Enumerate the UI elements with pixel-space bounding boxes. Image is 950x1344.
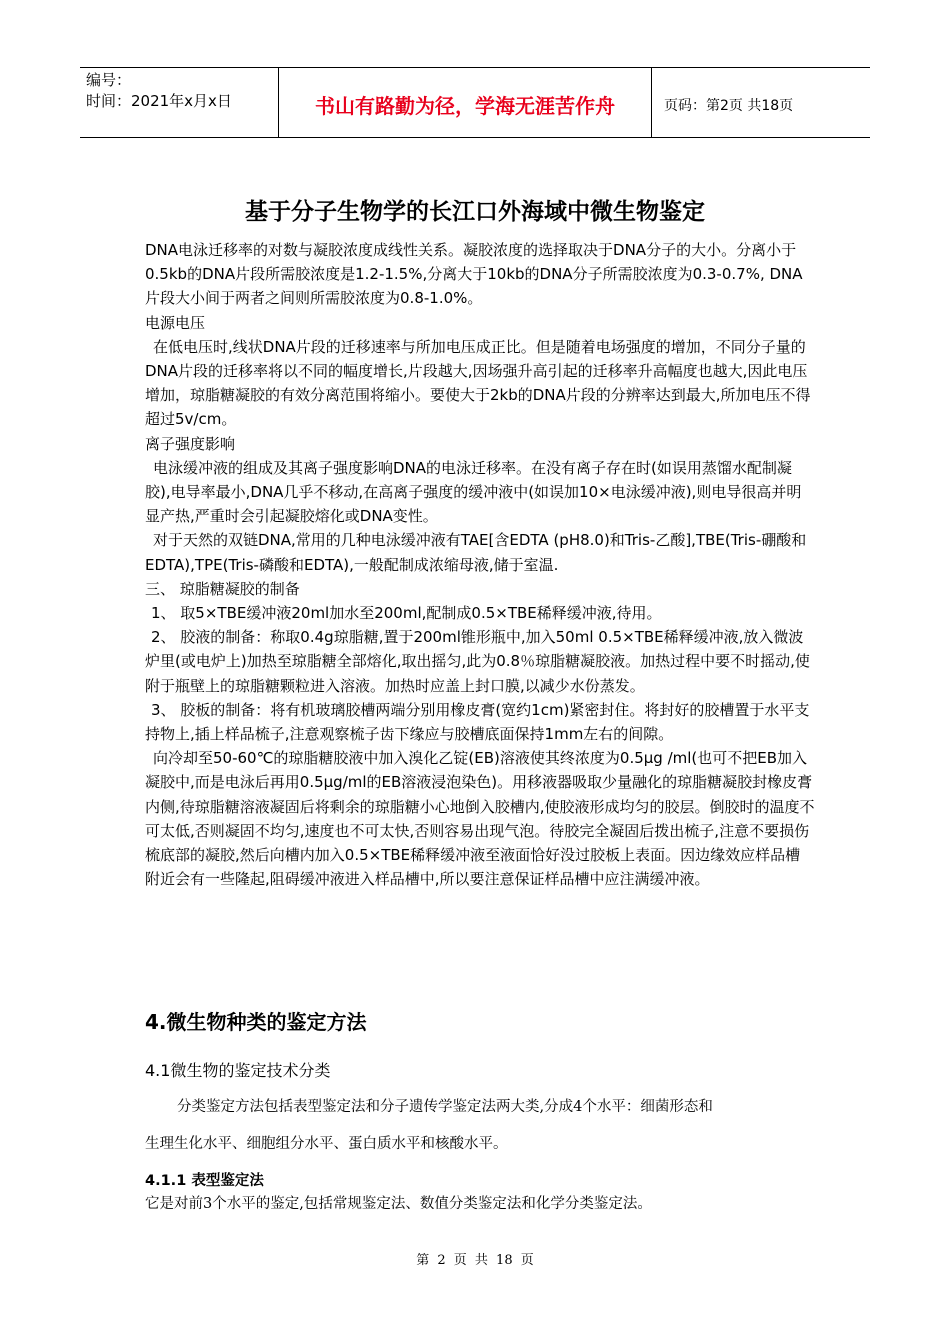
heading-voltage: 电源电压 [145, 313, 206, 332]
heading-ionic-strength: 离子强度影响 [145, 434, 236, 453]
page-footer: 第 2 页 共 18 页 [416, 1253, 534, 1268]
paragraph-pouring: 向冷却至50-60℃的琼脂糖胶液中加入溴化乙锭(EB)溶液使其终浓度为0.5μg /ml(也可不把EB加入凝胶中,而是电泳后再用0.5μg/ml的EB溶液浸泡染色)。用移液器吸取少量融化的琼脂糖凝胶封橡皮膏内侧,待琼脂糖溶液凝固后将剩余的琼脂糖小心地倒入胶槽内,使胶液形成均匀的胶层。倒胶时的温度不可太低,否则凝固不均匀,速度也不可太快,否则容易出现气泡。待胶完全凝固后拨出梳子,注意不要损伤梳底部的凝胶,然后向槽内加入0.5×TBE稀释缓冲液至液面恰好没过胶板上表面。因边缘效应样品槽附近会有一些隆起,阻碍缓冲液进入样品槽中,所以要注意保证样品槽中应注满缓冲液。 [145, 749, 815, 889]
section-4-1-1-heading: 4.1.1 表型鉴定法 [145, 1173, 264, 1189]
header-page-info: 页码：第2页 共18页 [664, 97, 794, 114]
section-4-1-heading: 4.1微生物的鉴定技术分类 [145, 1061, 331, 1080]
page-header [80, 67, 870, 138]
step-2: 2、 胶液的制备：称取0.4g琼脂糖,置于200ml锥形瓶中,加入50ml 0.5×TBE稀释缓冲液,放入微波炉里(或电炉上)加热至琼脂糖全部熔化,取出摇匀,此为0.8％琼脂糖凝胶液。加热过程中要不时摇动,使附于瓶壁上的琼脂糖颗粒进入溶液。加热时应盖上封口膜,以减少水份蒸发。 [145, 628, 810, 695]
paragraph-classification-2: 生理生化水平、细胞组分水平、蛋白质水平和核酸水平。 [145, 1136, 508, 1152]
paragraph-gel-concentration: DNA电泳迁移率的对数与凝胶浓度成线性关系。凝胶浓度的选择取决于DNA分子的大小。分离小于0.5kb的DNA片段所需胶浓度是1.2-1.5%,分离大于10kb的DNA分子所需胶浓度为0.3-0.7%, DNA片段大小间于两者之间则所需胶浓度为0.8-1.0%。 [145, 241, 803, 308]
paragraph-phenotypic: 它是对前3个水平的鉴定,包括常规鉴定法、数值分类鉴定法和化学分类鉴定法。 [145, 1196, 652, 1212]
section-4-heading: 4.微生物种类的鉴定方法 [145, 1010, 367, 1034]
paragraph-ionic-strength: 电泳缓冲液的组成及其离子强度影响DNA的电泳迁移率。在没有离子存在时(如误用蒸馏水配制凝胶),电导率最小,DNA几乎不移动,在高离子强度的缓冲液中(如误加10×电泳缓冲液),则电导很高并明显产热,严重时会引起凝胶熔化或DNA变性。 [145, 458, 802, 526]
document-date-label: 时间：2021年x月x日 [86, 92, 232, 110]
header-meta-cell [80, 68, 279, 137]
step-1: 1、 取5×TBE缓冲液20ml加水至200ml,配制成0.5×TBE稀释缓冲液,待用。 [151, 604, 662, 623]
paragraph-voltage: 在低电压时,线状DNA片段的迁移速率与所加电压成正比。但是随着电场强度的增加，不同分子量的DNA片段的迁移率将以不同的幅度增长,片段越大,因场强升高引起的迁移率升高幅度也越大,因此电压增加，琼脂糖凝胶的有效分离范围将缩小。要使大于2kb的DNA片段的分辨率达到最大,所加电压不得超过5v/cm。 [145, 337, 811, 429]
document-title: 基于分子生物学的长江口外海域中微生物鉴定 [245, 199, 705, 225]
document-body [145, 238, 815, 891]
paragraph-buffers: 对于天然的双链DNA,常用的几种电泳缓冲液有TAE[含EDTA (pH8.0)和Tris-乙酸],TBE(Tris-硼酸和EDTA),TPE(Tris-磷酸和EDTA),一般配制成浓缩母液,储于室温. [145, 531, 807, 574]
heading-gel-preparation: 三、 琼脂糖凝胶的制备 [145, 579, 300, 598]
document-number-label: 编号： [86, 71, 132, 89]
step-3: 3、 胶板的制备：将有机玻璃胶槽两端分别用橡皮膏(宽约1cm)紧密封住。将封好的胶槽置于水平支持物上,插上样品梳子,注意观察梳子齿下缘应与胶槽底面保持1mm左右的间隙。 [145, 700, 810, 744]
paragraph-classification-1: 分类鉴定方法包括表型鉴定法和分子遗传学鉴定法两大类,分成4个水平：细菌形态和 [177, 1099, 713, 1115]
header-motto: 书山有路勤为径，学海无涯苦作舟 [279, 68, 652, 137]
